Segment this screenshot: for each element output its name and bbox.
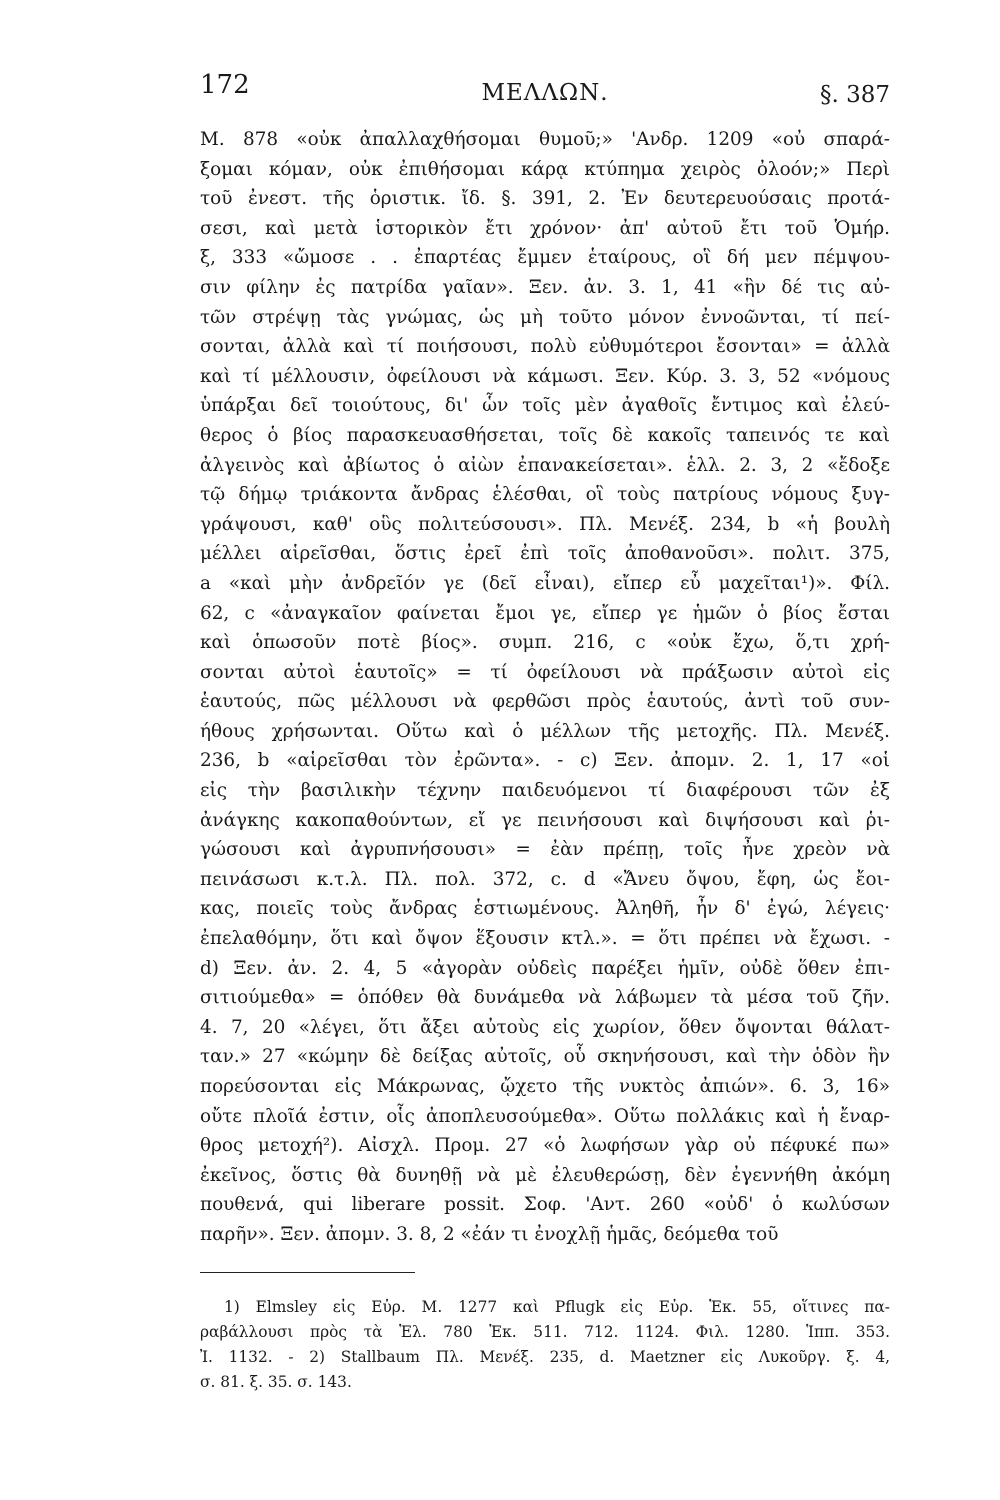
footnote-line: Ἰ. 1132. - 2) Stallbaum Πλ. Μενέξ. 235, d. Maetzner εἰς Λυκοῦργ. ξ. 4, [200,1348,890,1366]
text-line: τοῦ ἐνεστ. τῆς ὁριστικ. ἴδ. §. 391, 2. Ἐν δευτερευούσαις προτά- [200,188,890,210]
text-line: τῷ δήμῳ τριάκοντα ἄνδρας ἑλέσθαι, οἳ τοὺς πατρίους νόμους ξυγ- [200,484,890,506]
text-line: ξ, 333 «ὤμοσε . . ἐπαρτέας ἔμμεν ἑταίρους, οἳ δή μεν πέμψου- [200,247,890,269]
text-line: σεσι, καὶ μετὰ ἱστορικὸν ἔτι χρόνον· ἀπ' αὐτοῦ ἔτι τοῦ Ὁμήρ. [200,217,890,239]
text-line: σιν φίλην ἐς πατρίδα γαῖαν». Ξεν. ἀν. 3. 1, 41 «ἣν δέ τις αὐ- [200,276,890,298]
footnote-line: 1) Elmsley εἰς Εὐρ. Μ. 1277 καὶ Pflugk εἰς Εὐρ. Ἑκ. 55, οἵτινες πα- [224,1298,890,1316]
text-line: 62, c «ἀναγκαῖον φαίνεται ἔμοι γε, εἴπερ γε ἡμῶν ὁ βίος ἔσται [200,602,890,624]
text-line: 4. 7, 20 «λέγει, ὅτι ἄξει αὐτοὺς εἰς χωρίον, ὅθεν ὄψονται θάλατ- [200,1016,890,1038]
text-line: ἀνάγκης κακοπαθούντων, εἴ γε πεινήσουσι καὶ διψήσουσι καὶ ῥι- [200,809,890,831]
text-line: καὶ τί μέλλουσιν, ὀφείλουσι νὰ κάμωσι. Ξεν. Κύρ. 3. 3, 52 «νόμους [200,365,890,387]
footnote-line: ραβάλλουσι πρὸς τὰ Ἑλ. 780 Ἑκ. 511. 712. 1124. Φιλ. 1280. Ἱππ. 353. [200,1323,890,1341]
text-line: τῶν στρέψῃ τὰς γνώμας, ὡς μὴ τοῦτο μόνον ἐννοῶνται, τί πεί- [200,306,890,328]
text-line: ὑπάρξαι δεῖ τοιούτους, δι' ὧν τοῖς μὲν ἀγαθοῖς ἔντιμος καὶ ἐλεύ- [200,395,890,417]
text-line: καὶ ὁπωσοῦν ποτὲ βίος». συμπ. 216, c «οὐκ ἔχω, ὅ,τι χρή- [200,632,890,654]
footnotes [200,1295,890,1395]
page-header [200,70,890,110]
text-line: ἑαυτούς, πῶς μέλλουσι νὰ φερθῶσι πρὸς ἑαυτούς, ἀντὶ τοῦ συν- [200,691,890,713]
text-line: a «καὶ μὴν ἀνδρεῖόν γε (δεῖ εἶναι), εἴπερ εὖ μαχεῖται¹)». Φίλ. [200,572,890,594]
text-line: ἐκεῖνος, ὅστις θὰ δυνηθῇ νὰ μὲ ἐλευθερώσῃ, δὲν ἐγεννήθη ἀκόμη [200,1164,890,1186]
text-line: πορεύσονται εἰς Μάκρωνας, ᾤχετο τῆς νυκτὸς ἀπιών». 6. 3, 16» [200,1076,890,1097]
text-line: ήθους χρήσωνται. Οὕτω καὶ ὁ μέλλων τῆς μετοχῆς. Πλ. Μενέξ. [200,720,890,742]
page-number: 172 [200,70,250,100]
text-line: σιτιούμεθα» = ὁπόθεν θὰ δυνάμεθα νὰ λάβωμεν τὰ μέσα τοῦ ζῆν. [200,987,890,1009]
text-line: γράψουσι, καθ' οὓς πολιτεύσουσι». Πλ. Μενέξ. 234, b «ἡ βουλὴ [200,513,890,535]
text-line: d) Ξεν. ἀν. 2. 4, 5 «ἀγορὰν οὐδεὶς παρέξει ἡμῖν, οὐδὲ ὅθεν ἐπι- [200,957,890,979]
text-line: μέλλει αἱρεῖσθαι, ὅστις ἐρεῖ ἐπὶ τοῖς ἀποθανοῦσι». πολιτ. 375, [200,543,890,565]
text-line: ξομαι κόμαν, οὐκ ἐπιθήσομαι κάρᾳ κτύπημα χειρὸς ὀλοόν;» Περὶ [200,158,890,180]
text-line: εἰς τὴν βασιλικὴν τέχνην παιδευόμενοι τί διαφέρουσι τῶν ἐξ [200,780,890,802]
section-number: §. 387 [819,82,890,108]
text-line: πεινάσωσι κ.τ.λ. Πλ. πολ. 372, c. d «Ἄνευ ὄψου, ἔφη, ὡς ἔοι- [200,868,890,890]
text-line: σονται, ἀλλὰ καὶ τί ποιήσουσι, πολὺ εὐθυμότεροι ἔσονται» = ἀλλὰ [200,336,890,358]
text-line: ταν.» 27 «κώμην δὲ δείξας αὐτοῖς, οὗ σκηνήσουσι, καὶ τὴν ὁδὸν ἣν [200,1046,890,1068]
text-line: θερος ὁ βίος παρασκευασθήσεται, τοῖς δὲ κακοῖς ταπεινός τε καὶ [200,424,890,446]
text-line: σονται αὐτοὶ ἑαυτοῖς» = τί ὀφείλουσι νὰ πράξωσιν αὐτοὶ εἰς [200,661,890,683]
text-line: ἀλγεινὸς καὶ ἀβίωτος ὁ αἰὼν ἐπανακείσεται». ἑλλ. 2. 3, 2 «ἔδοξε [200,454,890,476]
text-line: οὔτε πλοῖά ἐστιν, οἷς ἀποπλευσούμεθα». Οὕτω πολλάκις καὶ ἡ ἔναρ- [200,1105,890,1127]
text-line: Μ. 878 «οὐκ ἀπαλλαχθήσομαι θυμοῦ;» 'Ανδρ. 1209 «οὐ σπαρά- [200,129,890,150]
footnote-divider [200,1272,415,1273]
text-line: ἐπελαθόμην, ὅτι καὶ ὄψον ἕξουσιν κτλ.». = ὅτι πρέπει νὰ ἔχωσι. - [200,928,890,950]
text-line: 236, b «αἱρεῖσθαι τὸν ἐρῶντα». - c) Ξεν. ἀπομν. 2. 1, 17 «οἱ [200,750,890,772]
main-text [200,125,890,1250]
running-title: ΜΕΛΛΩΝ. [481,80,609,106]
text-line: παρῆν». Ξεν. ἀπομν. 3. 8, 2 «ἐάν τι ἐνοχλῇ ἡμᾶς, δεόμεθα τοῦ [200,1223,779,1245]
text-line: κας, ποιεῖς τοὺς ἄνδρας ἑστιωμένους. Ἀληθῆ, ἦν δ' ἐγώ, λέγεις· [200,898,890,920]
text-line: γώσουσι καὶ ἀγρυπνήσουσι» = ἐὰν πρέπῃ, τοῖς ἦνε χρεὸν νὰ [200,839,890,861]
text-line: θρος μετοχή²). Αἰσχλ. Προμ. 27 «ὁ λωφήσων γὰρ οὐ πέφυκέ πω» [200,1135,890,1157]
footnote-line: σ. 81. ξ. 35. σ. 143. [200,1373,352,1391]
text-line: πουθενά, qui liberare possit. Σοφ. 'Αντ. 260 «οὐδ' ὁ κωλύσων [200,1194,890,1216]
